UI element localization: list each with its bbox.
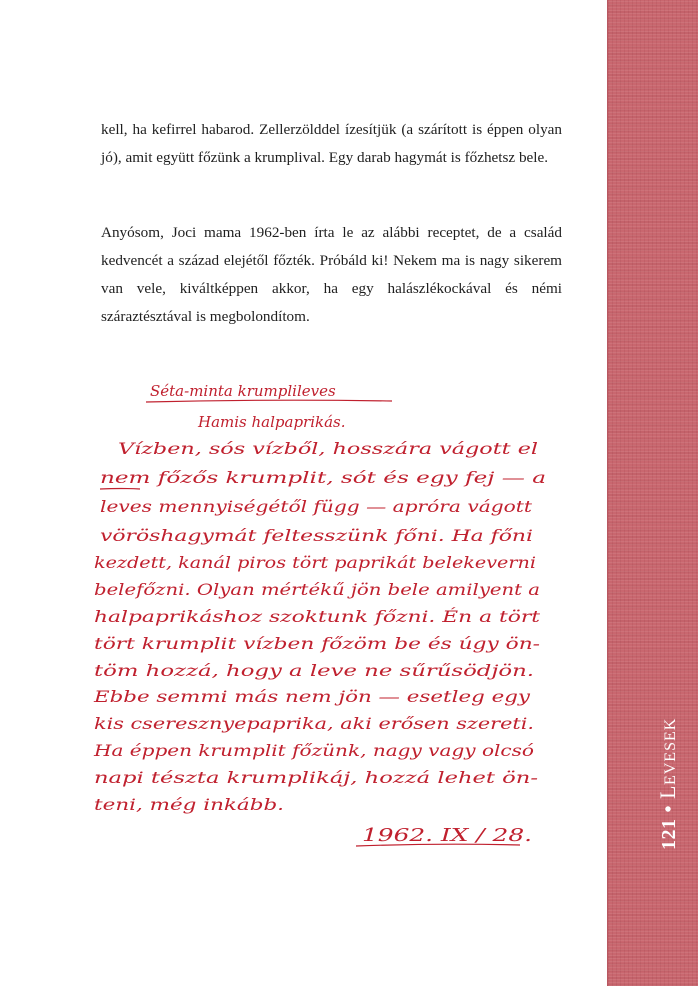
section-side-strip	[607, 0, 698, 986]
recipe-line-4: vöröshagymát feltesszünk főni. Ha főni	[100, 527, 534, 545]
recipe-line-10: Ebbe semmi más nem jön — esetleg egy	[92, 688, 531, 706]
recipe-line-3: leves mennyiségétől függ — apróra vágott	[100, 498, 533, 516]
recipe-line-12: Ha éppen krumplit főzünk, nagy vagy olcsó	[92, 742, 534, 760]
recipe-line-14: teni, még inkább.	[94, 796, 284, 814]
section-initial: L	[655, 785, 680, 799]
recipe-title: Séta-minta krumplileves	[150, 382, 336, 400]
recipe-line-7: halpaprikáshoz szoktunk főzni. Én a tört	[94, 608, 542, 626]
body-paragraph-1: kell, ha kefirrel habarod. Zellerzölddel ízesítjük (a szárított is éppen olyan jó), amit együtt főzünk a krumplival. Egy darab hagymát is főzhetsz bele.	[101, 121, 562, 166]
section-title: EVESEK	[662, 717, 679, 786]
nem-underline	[100, 489, 140, 490]
recipe-line-8: tört krumplit vízben főzöm be és úgy ön-	[94, 635, 540, 653]
recipe-line-1: Vízben, sós vízből, hosszára vágott el	[118, 440, 539, 458]
section-label	[656, 718, 683, 850]
recipe-subtitle: Hamis halpaprikás.	[198, 413, 346, 431]
title-underline	[146, 400, 392, 402]
handwritten-recipe-svg	[0, 372, 607, 852]
recipe-line-6: belefőzni. Olyan mértékű jön bele amilyent a	[94, 581, 540, 599]
recipe-line-11: kis cseresznyepaprika, aki erősen szereti.	[94, 715, 534, 733]
recipe-line-13: napi tészta krumplikáj, hozzá lehet ön-	[94, 769, 538, 787]
page-number: 121	[658, 818, 680, 850]
body-paragraph-2: Anyósom, Joci mama 1962-ben írta le az alábbi receptet, de a család kedvencét a század elejétől főzték. Próbáld ki! Nekem ma is nagy sikerem van vele, kiváltképpen akkor, ha egy halászlékockával és némi száraztésztával is megbolondítom.	[101, 224, 562, 325]
recipe-line-9: töm hozzá, hogy a leve ne sűrűsödjön.	[94, 662, 534, 680]
separator-bullet: •	[658, 804, 680, 813]
recipe-line-2: nem főzős krumplit, sót és egy fej — a	[100, 469, 546, 487]
handwritten-recipe	[0, 372, 607, 852]
recipe-date: 1962. IX / 28.	[362, 825, 532, 846]
recipe-line-5: kezdett, kanál piros tört paprikát belekeverni	[94, 554, 537, 572]
